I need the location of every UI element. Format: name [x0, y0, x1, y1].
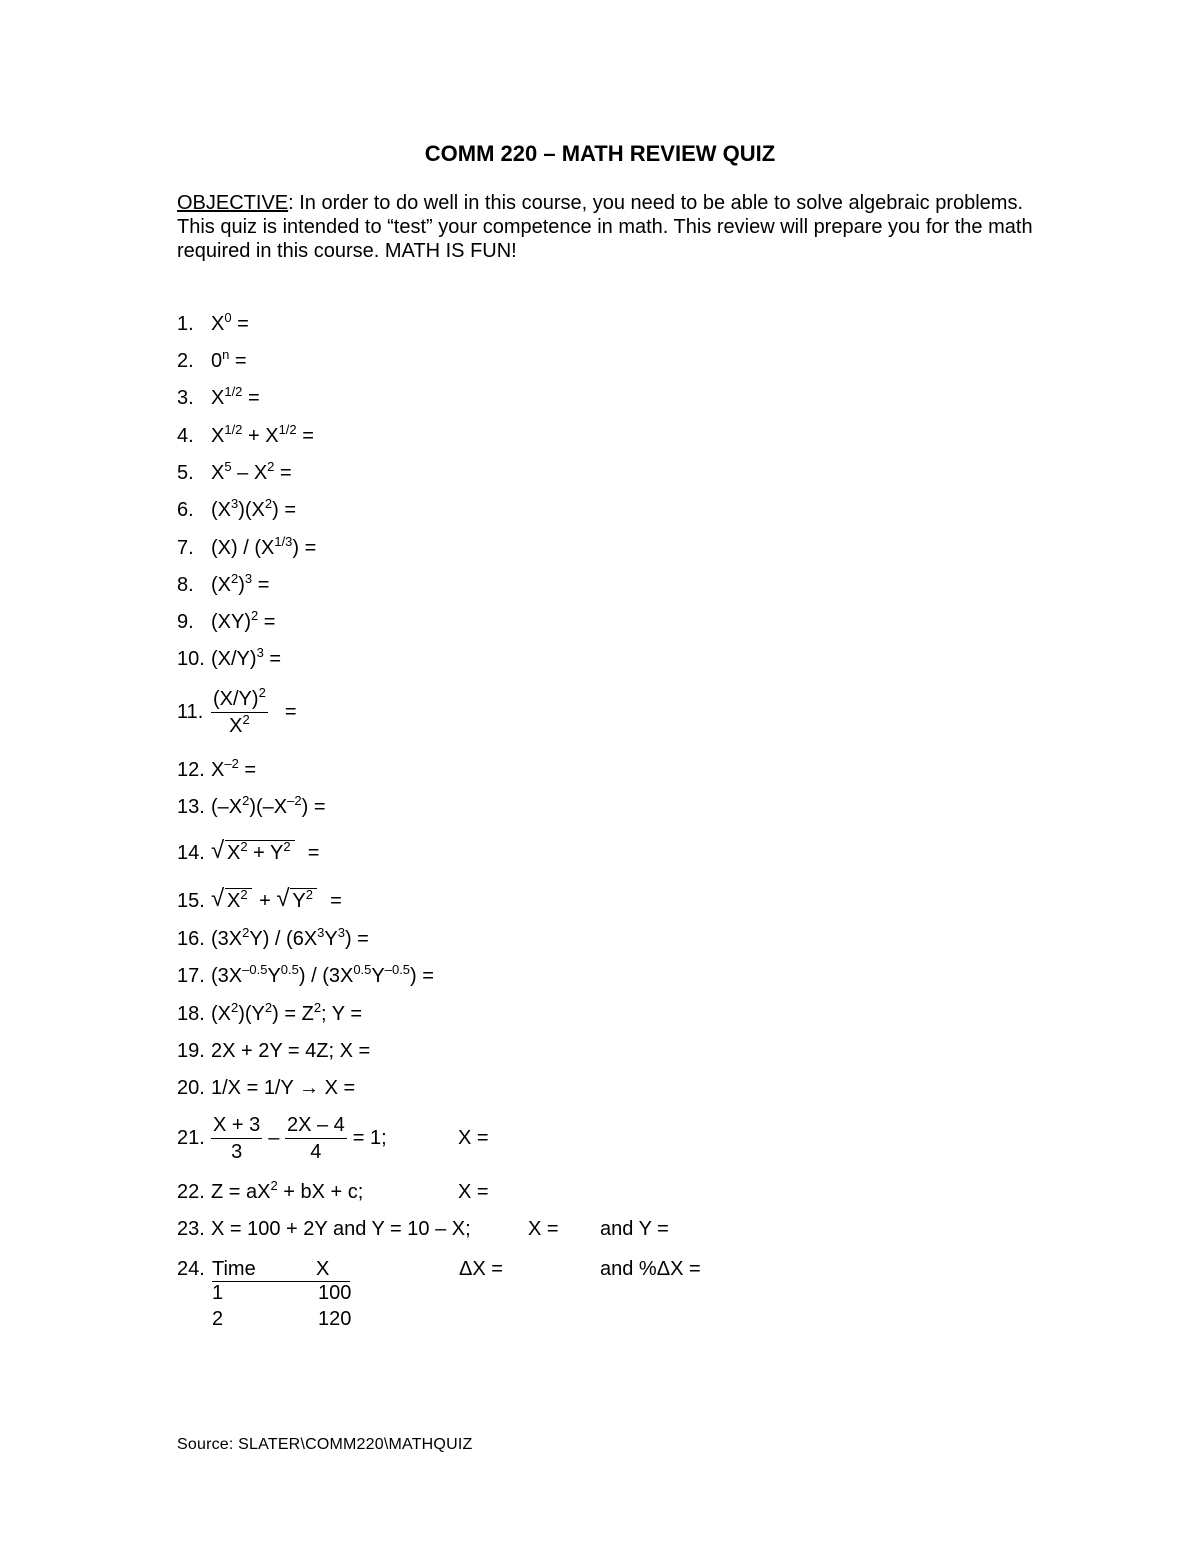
- question-22-answer: X =: [458, 1181, 489, 1203]
- question-number: 7.: [177, 537, 194, 559]
- question-24-delta: ΔX =: [459, 1258, 503, 1280]
- question-number: 13.: [177, 796, 205, 818]
- question-21-answer: X =: [458, 1127, 489, 1149]
- question-number: 3.: [177, 387, 194, 409]
- question-number: 5.: [177, 462, 194, 484]
- question-number: 1.: [177, 313, 194, 335]
- question-text: X = 100 + 2Y and Y = 10 – X;: [211, 1218, 471, 1240]
- table-cell: 100: [318, 1282, 352, 1304]
- table-header-x: X: [316, 1258, 330, 1280]
- question-number: 12.: [177, 759, 205, 781]
- question-22: 22. $Z = aX^2$ + bX + c;: [177, 1178, 364, 1203]
- table-cell: 120: [318, 1308, 352, 1330]
- question-number: 15.: [177, 890, 205, 912]
- question-number: 16.: [177, 928, 205, 950]
- question-number: 21.: [177, 1126, 205, 1149]
- question-number: 9.: [177, 611, 194, 633]
- question-2: 2. $0^n$ =: [177, 347, 247, 372]
- objective-paragraph: [177, 191, 1037, 263]
- question-number: 18.: [177, 1003, 205, 1025]
- question-4: 4. $X^{1/2} + X^{1/2}$ =: [177, 422, 314, 447]
- table-header-time: Time: [212, 1258, 256, 1280]
- source-footer: Source: SLATER\COMM220\MATHQUIZ: [177, 1436, 473, 1453]
- question-14: 14. √ $X^2 + Y^2$ =: [177, 837, 320, 864]
- square-root-icon: √ $X^2 + Y^2$: [211, 840, 295, 866]
- question-number: 24.: [177, 1258, 205, 1280]
- question-number: 23.: [177, 1218, 205, 1240]
- question-12: 12. $X^{-2}$ =: [177, 756, 257, 781]
- question-13: 13. $(-X^2)(-X^{-2})$ =: [177, 793, 326, 818]
- question-17: 17. $(3X^{-0.5}Y^{0.5}) / (3X^{0.5}Y^{-0.5})$ =: [177, 962, 434, 987]
- fraction: $\frac{X + 3}{3}$: [213, 1114, 261, 1163]
- question-1: 1. $X^0$ =: [177, 310, 249, 335]
- question-text: 2X + 2Y = 4Z; X =: [211, 1040, 371, 1062]
- question-number: 19.: [177, 1040, 205, 1062]
- question-19: [177, 1038, 370, 1064]
- table-cell: 2: [212, 1308, 224, 1330]
- square-root-icon: √ $Y^2$: [276, 888, 317, 914]
- question-number: 8.: [177, 574, 194, 596]
- question-number: 14.: [177, 842, 205, 864]
- question-11: 11. $\frac{(X/Y)^2}{X^2}$ =: [177, 685, 297, 737]
- question-15: 15. √ $X^2$ + √ $Y^2$ =: [177, 885, 342, 912]
- question-7: 7. $(X) / (X^{1/3})$ =: [177, 534, 317, 559]
- objective-label: OBJECTIVE: [177, 192, 289, 214]
- fraction: $\frac{2X - 4}{4}$: [286, 1114, 345, 1163]
- question-number: 2.: [177, 350, 194, 372]
- question-text: 1/X = 1/Y → X =: [211, 1077, 356, 1099]
- page-title: COMM 220 – MATH REVIEW QUIZ: [424, 141, 776, 166]
- question-number: 20.: [177, 1077, 205, 1099]
- question-23-y-answer: and Y =: [600, 1218, 669, 1240]
- question-23: [177, 1216, 471, 1242]
- question-24-percent-delta: and %ΔX =: [600, 1258, 701, 1280]
- table-cell: 1: [212, 1282, 224, 1304]
- question-10: 10. $(X/Y)^3$ =: [177, 645, 282, 670]
- question-number: 22.: [177, 1181, 205, 1203]
- question-5: 5. $X^5 - X^2$ =: [177, 459, 292, 484]
- question-18: 18. $(X^2)(Y^2) = Z^2$; Y =: [177, 1000, 363, 1025]
- objective-text: : In order to do well in this course, you need to be able to solve algebraic problems. This quiz is intended to “test” your competence in math. This review will prepare you for the math required in this course. MATH IS FUN!: [177, 192, 1033, 262]
- question-21: 21. $\frac{X + 3}{3}$ – $\frac{2X - 4}{4}$ = 1;: [177, 1114, 387, 1163]
- question-number: 6.: [177, 499, 194, 521]
- question-number: 10.: [177, 648, 205, 670]
- question-6: 6. $(X^3)(X^2)$ =: [177, 496, 297, 521]
- question-9: 9. (XY)$^2$ =: [177, 608, 276, 633]
- question-8: 8. $(X^2)^3$ =: [177, 571, 270, 596]
- square-root-icon: √ $X^2$: [211, 888, 252, 914]
- question-24: [177, 1256, 211, 1282]
- question-number: 11.: [177, 700, 204, 723]
- table-header-row: [212, 1257, 350, 1282]
- question-3: 3. $X^{1/2}$ =: [177, 384, 260, 409]
- question-number: 17.: [177, 965, 205, 987]
- question-16: 16. $(3X^2Y) / (6X^3Y^3)$ =: [177, 925, 369, 950]
- question-20: [177, 1075, 355, 1101]
- question-number: 4.: [177, 425, 194, 447]
- question-23-x-answer: X =: [528, 1218, 559, 1240]
- fraction: $\frac{(X/Y)^2}{X^2}$: [213, 685, 266, 737]
